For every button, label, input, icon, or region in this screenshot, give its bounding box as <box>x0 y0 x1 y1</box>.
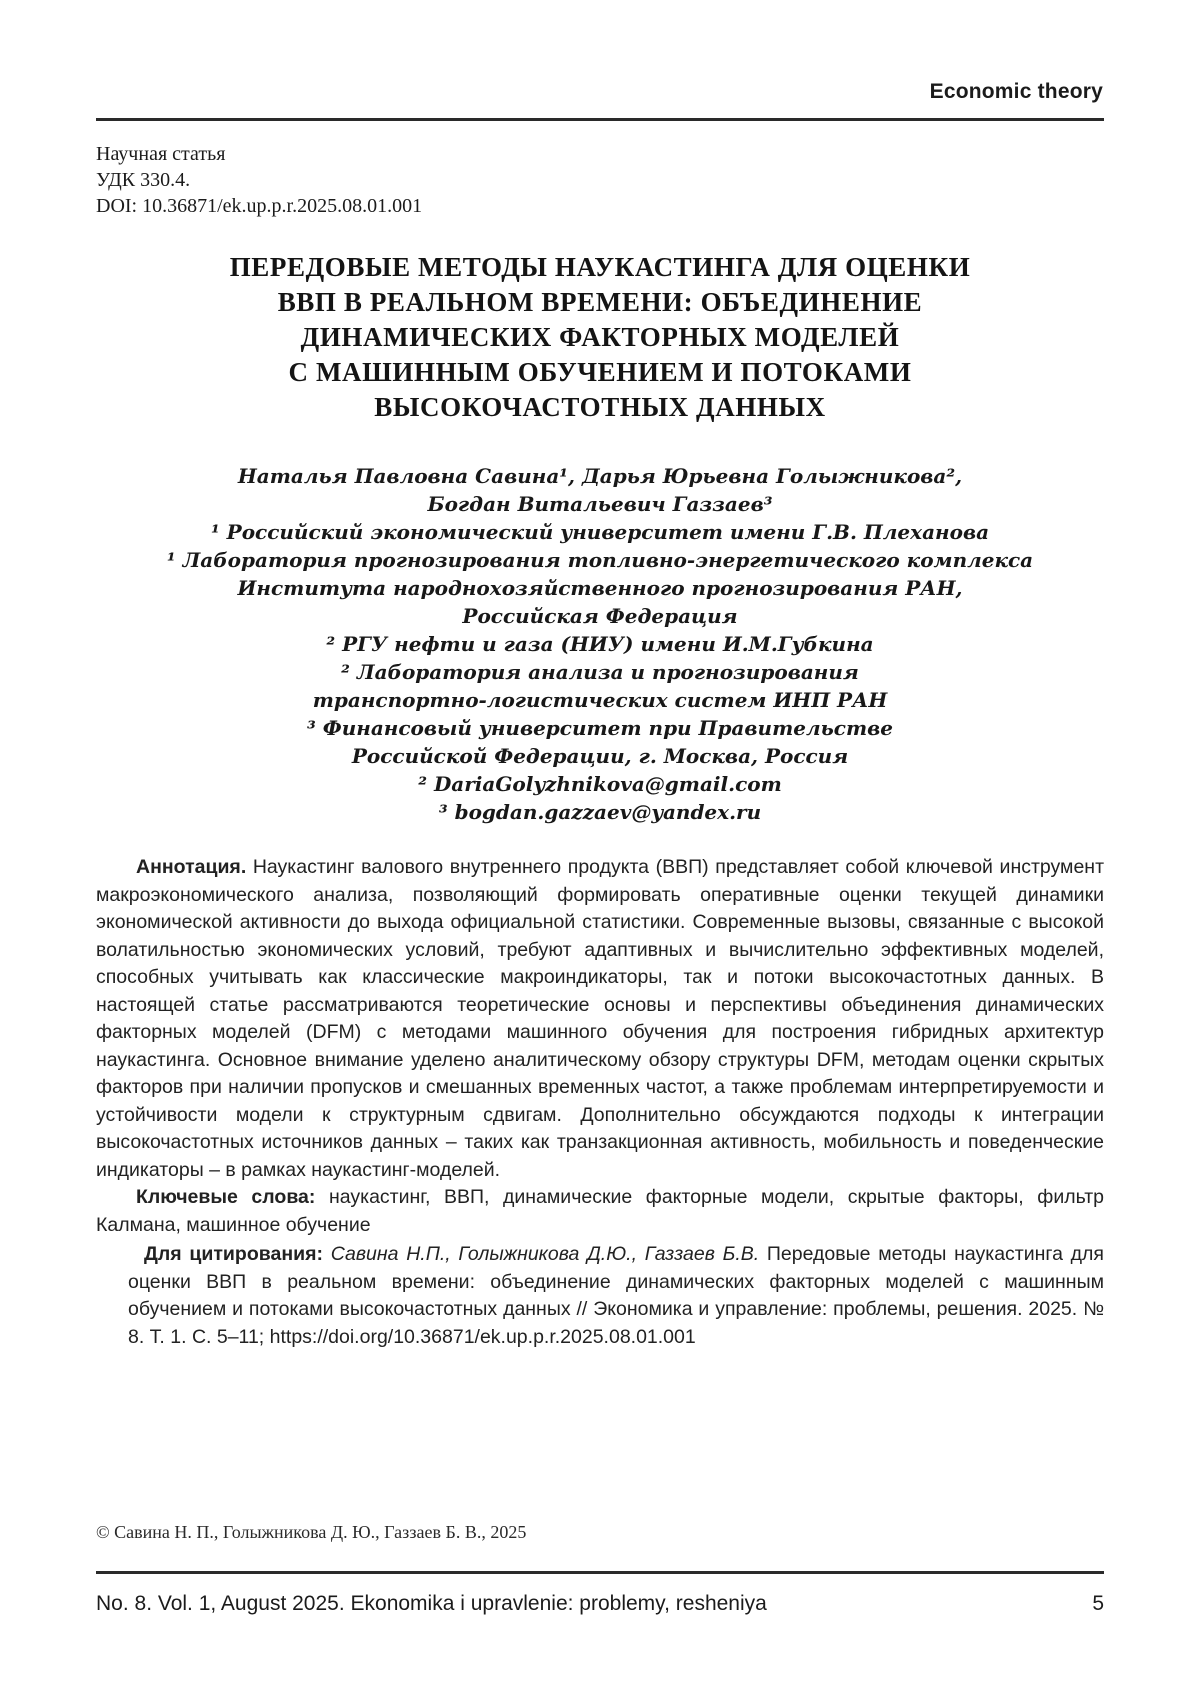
keywords-label: Ключевые слова: <box>136 1186 316 1208</box>
article-type: Научная статья <box>96 143 226 165</box>
article-body-text <box>96 854 1104 1239</box>
title-line: ПЕРЕДОВЫЕ МЕТОДЫ НАУКАСТИНГА ДЛЯ ОЦЕНКИ <box>229 252 971 282</box>
affiliation-line: транспортно-логистических систем ИНП РАН <box>312 688 888 712</box>
authors-line: Богдан Витальевич Газзаев³ <box>427 492 773 516</box>
author-email: ³ bogdan.gazzaev@yandex.ru <box>438 800 762 824</box>
abstract-text: Наукастинг валового внутреннего продукта (ВВП) представляет собой ключевой инструмент макроэкономического анализа, позволяющий формировать оперативные оценки текущей динамики экономической активности до выхода официальной статистики. Современные вызовы, связанные с высокой волатильностью экономических условий, требуют адаптивных и вычислительно эффективных моделей, способных учитывать как классические макроиндикаторы, так и потоки высокочастотных данных. В настоящей статье рассматриваются теоретические основы и перспективы объединения динамических факторных моделей (DFM) с методами машинного обучения для построения гибридных архитектур наукастинга. Основное внимание уделено аналитическому обзору структуры DFM, методам оценки скрытых факторов при наличии пропусков и смешанных временных частот, а также проблемам интерпретируемости и устойчивости модели к структурным сдвигам. Дополнительно обсуждаются подходы к интеграции высокочастотных источников данных – таких как транзакционная активность, мобильность и поведенческие индикаторы – в рамках наукастинг-моделей. <box>96 856 1104 1181</box>
keywords-paragraph <box>96 1184 1104 1239</box>
copyright-line: © Савина Н. П., Голыжникова Д. Ю., Газзаев Б. В., 2025 <box>96 1522 527 1542</box>
page-number: 5 <box>1092 1592 1104 1615</box>
keywords-text: наукастинг, ВВП, динамические факторные модели, скрытые факторы, фильтр Калмана, машинное обучение <box>96 1186 1104 1236</box>
header-rule <box>96 118 1104 121</box>
journal-section-label: Economic theory <box>929 80 1103 103</box>
footer-rule <box>96 1571 1104 1574</box>
affiliation-line: ¹ Лаборатория прогнозирования топливно-энергетического комплекса <box>166 548 1034 572</box>
authors-affiliations-block <box>96 462 1104 826</box>
title-line: ДИНАМИЧЕСКИХ ФАКТОРНЫХ МОДЕЛЕЙ <box>300 322 900 352</box>
citation-label: Для цитирования: <box>144 1243 323 1265</box>
abstract-paragraph <box>96 854 1104 1184</box>
udk-code: УДК 330.4. <box>96 169 191 191</box>
affiliation-line: ² РГУ нефти и газа (НИУ) имени И.М.Губкина <box>326 632 874 656</box>
affiliation-line: ³ Финансовый университет при Правительстве <box>307 716 893 740</box>
author-email: ² DariaGolyzhnikova@gmail.com <box>418 772 782 796</box>
authors-line: Наталья Павловна Савина¹, Дарья Юрьевна Голыжникова², <box>237 464 963 488</box>
affiliation-line: ² Лаборатория анализа и прогнозирования <box>341 660 859 684</box>
page-footer <box>96 1592 1104 1616</box>
citation-text: Передовые методы наукастинга для оценки ВВП в реальном времени: объединение динамических факторных моделей с машинным обучением и потоками высокочастотных данных // Экономика и управление: проблемы, решения. 2025. № 8. Т. 1. С. 5–11; https://doi.org/10.36871/ek.up.p.r.2025.08.01.001 <box>128 1243 1104 1348</box>
footer-journal-info: No. 8. Vol. 1, August 2025. Ekonomika i upravlenie: problemy, resheniya <box>96 1592 767 1615</box>
title-line: ВВП В РЕАЛЬНОМ ВРЕМЕНИ: ОБЪЕДИНЕНИЕ <box>277 287 923 317</box>
citation-block <box>128 1241 1104 1351</box>
citation-paragraph <box>128 1241 1104 1351</box>
affiliation-line: Института народнохозяйственного прогнозирования РАН, <box>237 576 963 600</box>
affiliation-line: Российская Федерация <box>462 604 738 628</box>
title-line: С МАШИННЫМ ОБУЧЕНИЕМ И ПОТОКАМИ <box>288 357 912 387</box>
doi-line: DOI: 10.36871/ek.up.p.r.2025.08.01.001 <box>96 195 423 217</box>
title-line: ВЫСОКОЧАСТОТНЫХ ДАННЫХ <box>374 392 826 422</box>
article-meta <box>96 141 422 219</box>
article-title <box>96 250 1104 425</box>
citation-authors: Савина Н.П., Голыжникова Д.Ю., Газзаев Б.В. <box>322 1243 760 1265</box>
abstract-label: Аннотация. <box>136 856 247 878</box>
affiliation-line: ¹ Российский экономический университет имени Г.В. Плеханова <box>210 520 990 544</box>
affiliation-line: Российской Федерации, г. Москва, Россия <box>351 744 849 768</box>
